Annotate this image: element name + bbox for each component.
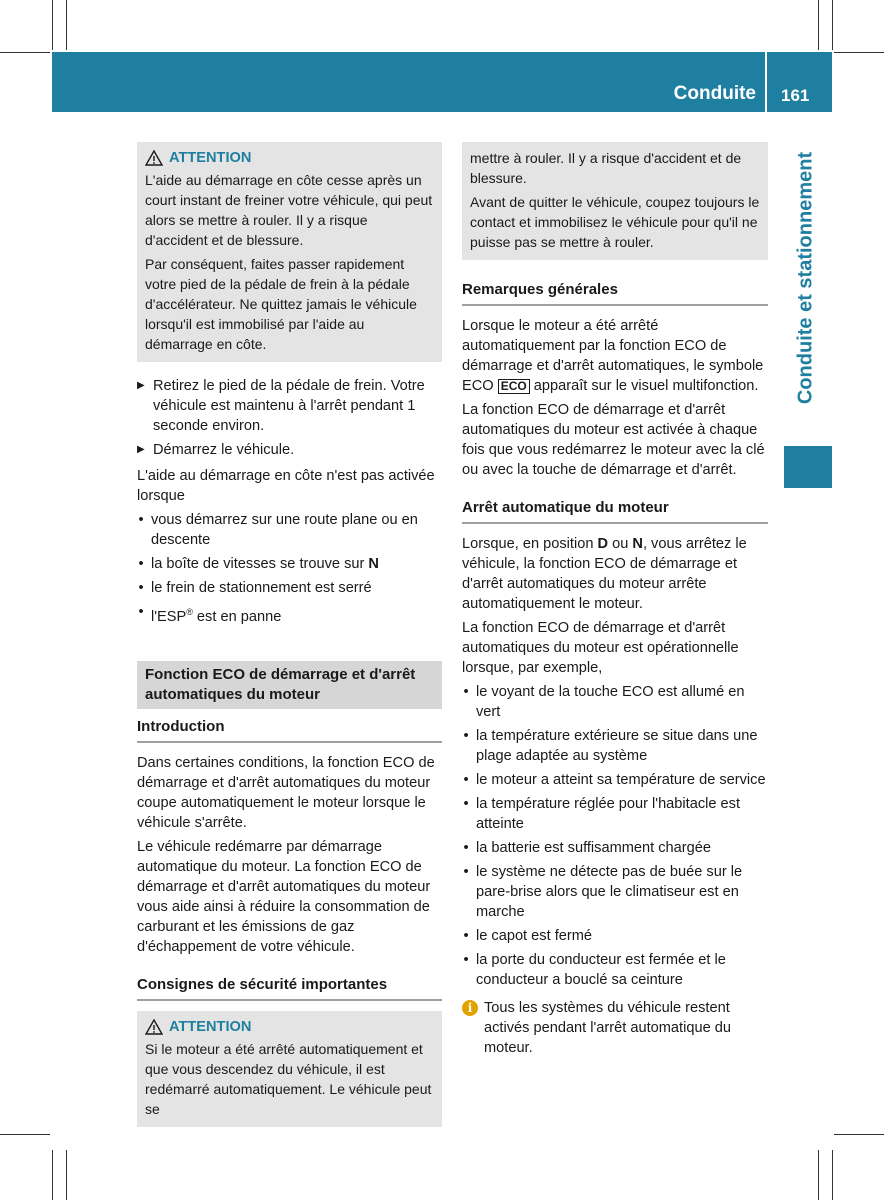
bullet-icon: • xyxy=(138,512,144,528)
list-item xyxy=(462,950,768,990)
warning-box xyxy=(137,1011,442,1127)
warning-header xyxy=(145,148,434,168)
warning-text: Par conséquent, faites passer rapidement votre pied de la pédale de frein à la pédale d'accélérateur. Ne quittez jamais le véhicule lorsqu'il est immobilisé par l'aide au démarrage en côte. xyxy=(145,256,417,352)
eco-symbol-icon: ECO xyxy=(498,379,530,394)
paragraph: Le véhicule redémarre par démarrage automatique du moteur. La fonction ECO de démarrage et d'arrêt automatiques du moteur vous aide ainsi à réduire la consommation de carburant et les émissions de gaz d'échappement de votre véhicule. xyxy=(137,838,431,955)
info-icon: i xyxy=(462,1000,478,1016)
page-section-title: Conduite xyxy=(673,83,756,104)
warning-triangle-icon xyxy=(145,1019,163,1035)
warning-header xyxy=(145,1017,434,1037)
warning-triangle-icon xyxy=(145,150,163,166)
left-column xyxy=(137,142,442,1127)
page-number: 161 xyxy=(781,86,810,105)
instruction-step xyxy=(137,440,442,460)
info-note xyxy=(462,998,768,1058)
bullet-icon: • xyxy=(463,864,469,880)
side-tab-marker xyxy=(784,446,832,488)
crop-mark xyxy=(0,1134,50,1135)
subsection-heading: Consignes de sécurité importantes xyxy=(137,975,442,1001)
bullet-icon: • xyxy=(138,580,144,596)
list-item-text: le frein de stationnement est serré xyxy=(151,580,372,596)
list-item xyxy=(462,926,768,946)
list-item xyxy=(137,510,442,550)
header-divider xyxy=(765,52,767,112)
bullet-icon: • xyxy=(463,684,469,700)
crop-mark xyxy=(834,1134,884,1135)
bullet-icon: • xyxy=(463,952,469,968)
list-item-text: la batterie est suffisamment chargée xyxy=(476,840,711,856)
paragraph: Dans certaines conditions, la fonction ECO de démarrage et d'arrêt automatiques du moteur coupe automatiquement le moteur lorsque le véhicule s'arrête. xyxy=(137,754,435,831)
subsection-heading: Remarques générales xyxy=(462,280,768,306)
right-column xyxy=(462,142,768,1058)
subsection-heading: Introduction xyxy=(137,717,442,743)
crop-mark xyxy=(66,0,67,50)
list-item xyxy=(462,770,768,790)
list-item xyxy=(137,578,442,598)
step-text: Retirez le pied de la pédale de frein. Votre véhicule est maintenu à l'arrêt pendant 1 seconde environ. xyxy=(153,378,425,434)
list-item-text: la porte du conducteur est fermée et le conducteur a bouclé sa ceinture xyxy=(476,952,726,988)
bullet-icon: • xyxy=(138,604,144,620)
list-item-text: vous démarrez sur une route plane ou en descente xyxy=(151,512,418,548)
crop-mark xyxy=(818,1150,819,1200)
paragraph: La fonction ECO de démarrage et d'arrêt automatiques du moteur est activée à chaque fois que vous redémarrez le moteur avec la clé ou avec la touche de démarrage et d'arrêt. xyxy=(462,402,765,478)
crop-mark xyxy=(832,1150,833,1200)
list-item-text: le capot est fermé xyxy=(476,928,592,944)
list-item-text: le système ne détecte pas de buée sur le pare-brise alors que le climatiseur est en marche xyxy=(476,864,743,920)
crop-mark xyxy=(818,0,819,50)
warning-box-continued xyxy=(462,142,768,260)
step-arrow-icon: ▶ xyxy=(137,380,145,391)
bullet-list xyxy=(462,682,768,990)
section-heading: Fonction ECO de démarrage et d'arrêt automatiques du moteur xyxy=(137,661,442,709)
list-item xyxy=(462,862,768,922)
crop-mark xyxy=(0,52,50,53)
list-item xyxy=(137,554,442,574)
crop-mark xyxy=(66,1150,67,1200)
list-item-text: l'ESP® est en panne xyxy=(151,607,282,625)
bullet-icon: • xyxy=(463,796,469,812)
crop-mark xyxy=(832,0,833,50)
side-tab-label: Conduite et stationnement xyxy=(794,151,817,405)
warning-label: ATTENTION xyxy=(169,150,252,166)
step-arrow-icon: ▶ xyxy=(137,444,145,455)
subsection-heading: Arrêt automatique du moteur xyxy=(462,498,768,524)
list-item xyxy=(462,838,768,858)
bullet-icon: • xyxy=(463,772,469,788)
list-item xyxy=(462,794,768,834)
bullet-icon: • xyxy=(463,840,469,856)
warning-box xyxy=(137,142,442,362)
bullet-icon: • xyxy=(463,928,469,944)
list-item-text: le voyant de la touche ECO est allumé en vert xyxy=(476,684,745,720)
paragraph: La fonction ECO de démarrage et d'arrêt automatiques du moteur est opérationnelle lorsque, par exemple, xyxy=(462,620,739,676)
bullet-icon: • xyxy=(138,556,144,572)
crop-mark xyxy=(52,0,53,50)
instruction-step xyxy=(137,376,442,436)
list-item xyxy=(462,682,768,722)
info-text: Tous les systèmes du véhicule restent activés pendant l'arrêt automatique du moteur. xyxy=(484,1000,731,1056)
warning-text: L'aide au démarrage en côte cesse après un court instant de freiner votre véhicule, qui peut alors se mettre à rouler. Il y a risque d'accident et de blessure. xyxy=(145,172,433,248)
warning-label: ATTENTION xyxy=(169,1018,252,1035)
warning-text: Si le moteur a été arrêté automatiquement et que vous descendez du véhicule, il est redémarré automatiquement. Le véhicule peut se xyxy=(145,1040,432,1117)
warning-text: mettre à rouler. Il y a risque d'accident et de blessure. xyxy=(470,150,742,186)
list-item-text: le moteur a atteint sa température de service xyxy=(476,772,766,788)
paragraph: Lorsque, en position D ou N, vous arrêtez le véhicule, la fonction ECO de démarrage et d'arrêt automatiques du moteur arrête automatiquement le moteur. xyxy=(462,536,747,612)
list-item xyxy=(462,726,768,766)
list-item-text: la température réglée pour l'habitacle est atteinte xyxy=(476,796,741,832)
side-tab xyxy=(780,112,832,444)
list-item-text: la température extérieure se situe dans une plage adaptée au système xyxy=(476,728,758,764)
step-text: Démarrez le véhicule. xyxy=(153,442,295,458)
paragraph: Lorsque le moteur a été arrêté automatiquement par la fonction ECO de démarrage et d'arrêt automatiques, le symbole ECO ECO apparaît sur le visuel multifonction. xyxy=(462,318,764,394)
bullet-icon: • xyxy=(463,728,469,744)
paragraph: L'aide au démarrage en côte n'est pas activée lorsque xyxy=(137,468,435,504)
crop-mark xyxy=(52,1150,53,1200)
list-item xyxy=(137,602,442,627)
list-item-text: la boîte de vitesses se trouve sur N xyxy=(151,556,379,572)
warning-text: Avant de quitter le véhicule, coupez toujours le contact et immobilisez le véhicule pour qu'il ne puisse pas se mettre à rouler. xyxy=(470,194,760,250)
crop-mark xyxy=(834,52,884,53)
